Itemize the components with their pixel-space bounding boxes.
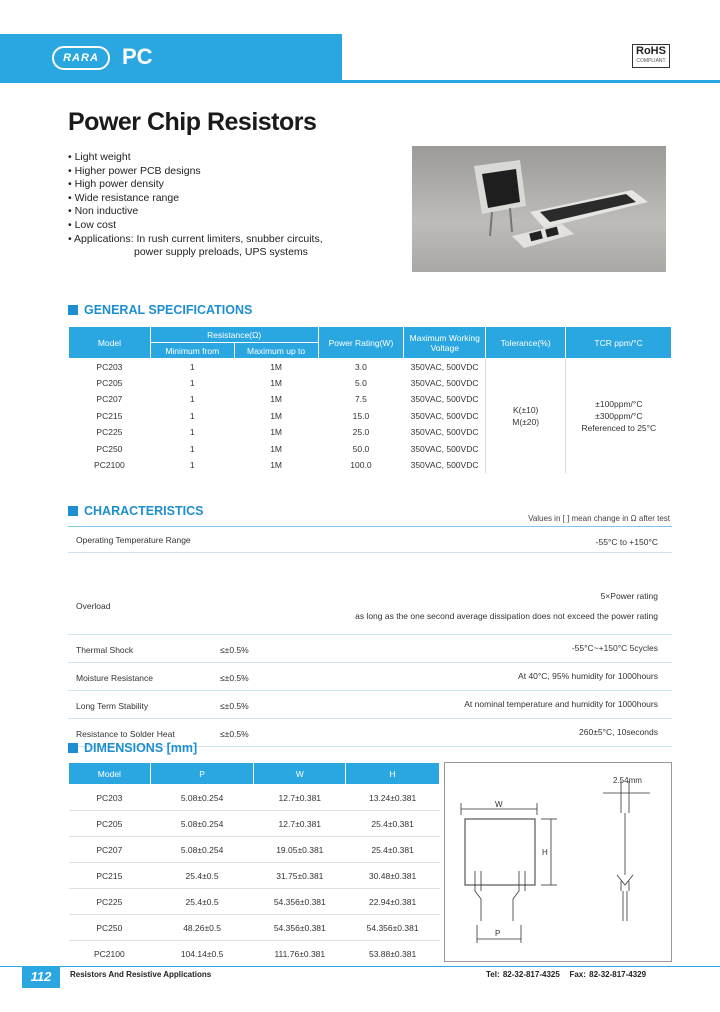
feature-item: • Non inductive bbox=[68, 205, 323, 219]
page-number: 112 bbox=[22, 966, 60, 988]
dimension-drawing bbox=[445, 763, 671, 961]
characteristics-note: Values in [ ] mean change in Ω after test bbox=[528, 514, 670, 523]
col-model: Model bbox=[69, 327, 151, 359]
col-resistance: Resistance(Ω) bbox=[150, 327, 318, 343]
footer-contact bbox=[486, 970, 646, 979]
characteristics-heading bbox=[68, 504, 203, 518]
series-name: PC bbox=[122, 44, 153, 69]
cell-voltage: 350VAC, 500VDC bbox=[410, 394, 479, 405]
cell-min: 1 bbox=[189, 361, 195, 372]
cell-h: 25.4±0.381 bbox=[346, 837, 440, 863]
col-max: Maximum up to bbox=[234, 343, 318, 359]
cell-w: 19.05±0.381 bbox=[254, 837, 346, 863]
cell-max: 1M bbox=[270, 361, 282, 372]
cell-model: PC250 bbox=[96, 443, 123, 454]
char-limit: ≤±0.5% bbox=[220, 673, 249, 683]
dimensions-table bbox=[68, 762, 440, 967]
cell-power: 15.0 bbox=[352, 410, 370, 421]
char-label: Overload bbox=[76, 601, 111, 611]
char-condition: At 40°C, 95% humidity for 1000hours bbox=[518, 671, 658, 681]
cell-power: 50.0 bbox=[352, 443, 370, 454]
char-condition: -55°C~+150°C 5cycles bbox=[571, 643, 658, 653]
cell-model: PC2100 bbox=[94, 460, 125, 471]
cell-model: PC250 bbox=[69, 915, 151, 941]
cell-model: PC215 bbox=[96, 410, 123, 421]
rohs-badge bbox=[632, 44, 670, 68]
char-label: Thermal Shock bbox=[76, 645, 134, 655]
char-label: Moisture Resistance bbox=[76, 673, 154, 683]
cell-model: PC207 bbox=[69, 837, 151, 863]
brand-logo: RARA bbox=[52, 46, 110, 70]
page-title: Power Chip Resistors bbox=[68, 108, 317, 136]
col-p: P bbox=[150, 763, 254, 785]
cell-p: 48.26±0.5 bbox=[150, 915, 254, 941]
rohs-sub: COMPLIANT bbox=[636, 58, 666, 64]
cell-p: 104.14±0.5 bbox=[150, 941, 254, 967]
product-photo bbox=[412, 146, 666, 272]
label-p: P bbox=[495, 929, 501, 938]
char-condition: -55°C to +150°C bbox=[595, 537, 658, 547]
cell-tolerance bbox=[486, 359, 566, 474]
section-marker-icon bbox=[68, 305, 78, 315]
cell-max: 1M bbox=[270, 443, 282, 454]
char-condition-note: as long as the one second average dissipation does not exceed the power rating bbox=[355, 611, 658, 621]
cell-voltage: 350VAC, 500VDC bbox=[410, 427, 479, 438]
tcr-300: ±300ppm/°C bbox=[595, 411, 643, 422]
cell-max: 1M bbox=[270, 410, 282, 421]
col-tcr: TCR ppm/°C bbox=[566, 327, 672, 359]
cell-w: 12.7±0.381 bbox=[254, 785, 346, 811]
cell-h: 13.24±0.381 bbox=[346, 785, 440, 811]
cell-p: 5.08±0.254 bbox=[150, 811, 254, 837]
col-tolerance: Tolerance(%) bbox=[486, 327, 566, 359]
feature-item: • Low cost bbox=[68, 219, 323, 233]
section-marker-icon bbox=[68, 743, 78, 753]
char-label: Long Term Stability bbox=[76, 701, 149, 711]
cell-max: 1M bbox=[270, 460, 282, 471]
cell-max: 1M bbox=[270, 394, 282, 405]
cell-h: 54.356±0.381 bbox=[346, 915, 440, 941]
rohs-title: RoHS bbox=[636, 45, 666, 57]
cell-w: 54.356±0.381 bbox=[254, 915, 346, 941]
cell-p: 25.4±0.5 bbox=[150, 863, 254, 889]
char-limit: ≤±0.5% bbox=[220, 701, 249, 711]
table-row bbox=[68, 635, 672, 663]
cell-min: 1 bbox=[189, 427, 195, 438]
cell-p: 25.4±0.5 bbox=[150, 889, 254, 915]
char-limit: ≤±0.5% bbox=[220, 729, 249, 739]
cell-h: 22.94±0.381 bbox=[346, 889, 440, 915]
table-row bbox=[69, 889, 440, 915]
feature-item: • High power density bbox=[68, 178, 323, 192]
feature-item-continued: power supply preloads, UPS systems bbox=[134, 246, 308, 259]
feature-item: • Higher power PCB designs bbox=[68, 165, 323, 179]
table-row bbox=[69, 837, 440, 863]
table-row bbox=[68, 527, 672, 553]
cell-max: 1M bbox=[270, 378, 282, 389]
table-row bbox=[69, 915, 440, 941]
table-row bbox=[69, 359, 672, 375]
cell-voltage: 350VAC, 500VDC bbox=[410, 443, 479, 454]
characteristics-table bbox=[68, 526, 672, 747]
tcr-100: ±100ppm/°C bbox=[595, 399, 643, 410]
cell-w: 111.76±0.381 bbox=[254, 941, 346, 967]
char-condition: 260±5°C, 10seconds bbox=[579, 727, 658, 737]
footer-tel: Tel: 82-32-817-4325 bbox=[486, 970, 560, 979]
table-row bbox=[68, 553, 672, 635]
tolerance-k: K(±10) bbox=[512, 405, 539, 416]
dimensions-heading bbox=[68, 741, 197, 755]
cell-power: 7.5 bbox=[355, 394, 367, 405]
col-min: Minimum from bbox=[150, 343, 234, 359]
header-rule bbox=[0, 80, 720, 83]
cell-power: 5.0 bbox=[355, 378, 367, 389]
col-w: W bbox=[254, 763, 346, 785]
tolerance-m: M(±20) bbox=[512, 417, 540, 428]
cell-model: PC203 bbox=[96, 361, 123, 372]
label-h: H bbox=[542, 848, 548, 857]
table-row bbox=[69, 811, 440, 837]
cell-voltage: 350VAC, 500VDC bbox=[410, 410, 479, 421]
tcr-ref: Referenced to 25°C bbox=[581, 423, 657, 434]
cell-power: 25.0 bbox=[352, 427, 370, 438]
cell-h: 30.48±0.381 bbox=[346, 863, 440, 889]
table-row bbox=[68, 691, 672, 719]
label-pitch: 2.54mm bbox=[613, 776, 642, 785]
cell-model: PC205 bbox=[96, 378, 123, 389]
char-limit: ≤±0.5% bbox=[220, 645, 249, 655]
cell-min: 1 bbox=[189, 410, 195, 421]
cell-model: PC215 bbox=[69, 863, 151, 889]
cell-model: PC205 bbox=[69, 811, 151, 837]
cell-w: 12.7±0.381 bbox=[254, 811, 346, 837]
cell-tcr bbox=[566, 359, 672, 474]
cell-h: 53.88±0.381 bbox=[346, 941, 440, 967]
general-spec-heading bbox=[68, 303, 252, 317]
label-w: W bbox=[495, 800, 503, 809]
characteristics-title: CHARACTERISTICS bbox=[84, 504, 204, 518]
general-spec-table bbox=[68, 326, 672, 473]
table-row bbox=[69, 785, 440, 811]
cell-model: PC2100 bbox=[69, 941, 151, 967]
feature-item: • Light weight bbox=[68, 151, 323, 165]
cell-min: 1 bbox=[189, 378, 195, 389]
footer-company: Resistors And Resistive Applications bbox=[70, 970, 212, 979]
col-model: Model bbox=[69, 763, 151, 785]
table-row bbox=[69, 941, 440, 967]
footer-rule bbox=[0, 966, 720, 967]
section-marker-icon bbox=[68, 506, 78, 516]
cell-min: 1 bbox=[189, 394, 195, 405]
table-row bbox=[69, 863, 440, 889]
resistor-photo-illustration bbox=[412, 146, 666, 272]
char-label: Operating Temperature Range bbox=[76, 535, 191, 545]
col-voltage: Maximum Working Voltage bbox=[404, 327, 486, 359]
dimensions-title: DIMENSIONS [mm] bbox=[84, 741, 198, 755]
char-condition: At nominal temperature and humidity for 1000hours bbox=[464, 699, 658, 709]
cell-power: 3.0 bbox=[355, 361, 367, 372]
cell-model: PC225 bbox=[69, 889, 151, 915]
cell-h: 25.4±0.381 bbox=[346, 811, 440, 837]
cell-p: 5.08±0.254 bbox=[150, 837, 254, 863]
char-label: Resistance to Solder Heat bbox=[76, 729, 175, 739]
dimension-diagram bbox=[444, 762, 672, 962]
cell-max: 1M bbox=[270, 427, 282, 438]
cell-voltage: 350VAC, 500VDC bbox=[410, 460, 479, 471]
col-power: Power Rating(W) bbox=[318, 327, 404, 359]
general-spec-title: GENERAL SPECIFICATIONS bbox=[84, 303, 253, 317]
cell-p: 5.08±0.254 bbox=[150, 785, 254, 811]
feature-item: • Applications: In rush current limiters, snubber circuits, bbox=[68, 233, 323, 247]
cell-min: 1 bbox=[189, 460, 195, 471]
cell-model: PC203 bbox=[69, 785, 151, 811]
cell-voltage: 350VAC, 500VDC bbox=[410, 378, 479, 389]
cell-voltage: 350VAC, 500VDC bbox=[410, 361, 479, 372]
table-row bbox=[68, 663, 672, 691]
cell-min: 1 bbox=[189, 443, 195, 454]
cell-model: PC225 bbox=[96, 427, 123, 438]
cell-power: 100.0 bbox=[350, 460, 372, 471]
footer-fax: Fax: 82-32-817-4329 bbox=[569, 970, 647, 979]
char-condition: 5×Power rating bbox=[600, 591, 658, 601]
cell-w: 54.356±0.381 bbox=[254, 889, 346, 915]
feature-item: • Wide resistance range bbox=[68, 192, 323, 206]
col-h: H bbox=[346, 763, 440, 785]
feature-list bbox=[68, 151, 323, 260]
cell-w: 31.75±0.381 bbox=[254, 863, 346, 889]
cell-model: PC207 bbox=[96, 394, 123, 405]
